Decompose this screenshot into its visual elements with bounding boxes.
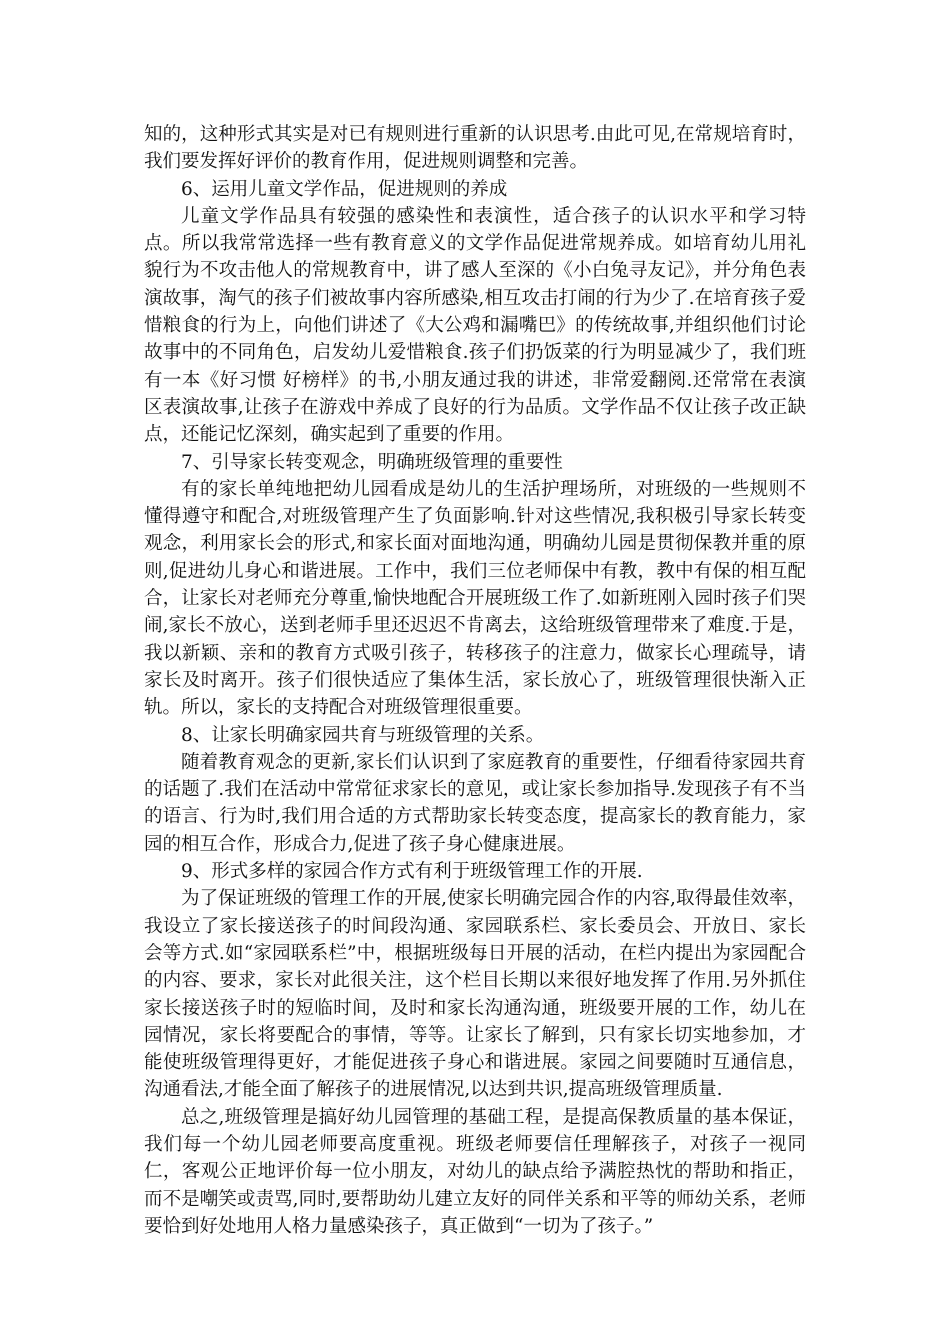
paragraph-home-school: 随着教育观念的更新,家长们认识到了家庭教育的重要性，仔细看待家园共育的话题了.我们在活动中常常征求家长的意见，或让家长参加指导.发现孩子有不当的语言、行为时,我们用合适的方式帮助家长转变态度，提高家长的教育能力，家园的相互合作，形成合力,促进了孩子身心健康进展。	[144, 751, 806, 855]
paragraph-conclusion: 总之,班级管理是搞好幼儿园管理的基础工程，是提高保教质量的基本保证，我们每一个幼儿园老师要高度重视。班级老师要信任理解孩子，对孩子一视同仁，客观公正地评价每一位小朋友，对幼儿的缺点给予满腔热忱的帮助和指正，而不是嘲笑或责骂,同时,要帮助幼儿建立友好的同伴关系和平等的师幼关系，老师要恰到好处地用人格力量感染孩子，真正做到“一切为了孩子。”	[144, 1106, 806, 1237]
paragraph-cooperation: 为了保证班级的管理工作的开展,使家长明确完园合作的内容,取得最佳效率，我设立了家长接送孩子的时间段沟通、家园联系栏、家长委员会、开放日、家长会等方式.如“家园联系栏”中，根据班级每日开展的活动，在栏内提出为家园配合的内容、要求，家长对此很关注，这个栏目长期以来很好地发挥了作用.另外抓住家长接送孩子时的短临时间，及时和家长沟通沟通，班级要开展的工作，幼儿在园情况，家长将要配合的事情，等等。让家长了解到，只有家长切实地参加，才能使班级管理得更好，才能促进孩子身心和谐进展。家园之间要随时互通信息，沟通看法,才能全面了解孩子的进展情况,以达到共识,提高班级管理质量.	[144, 888, 806, 1101]
section-heading-8: 8、让家长明确家园共育与班级管理的关系。	[181, 724, 545, 746]
paragraph-parents-attitude: 有的家长单纯地把幼儿园看成是幼儿的生活护理场所，对班级的一些规则不懂得遵守和配合,对班级管理产生了负面影响.针对这些情况,我积极引导家长转变观念，利用家长会的形式,和家长面对面地沟通，明确幼儿园是贯彻保教并重的原则,促进幼儿身心和谐进展。工作中，我们三位老师保中有教，教中有保的相互配合，让家长对老师充分尊重,愉快地配合开展班级工作了.如新班刚入园时孩子们哭闹,家长不放心，送到老师手里还迟迟不肯离去，这给班级管理带来了难度.于是，我以新颖、亲和的教育方式吸引孩子，转移孩子的注意力，做家长心理疏导，请家长及时离开。孩子们很快适应了集体生活，家长放心了，班级管理很快渐入正轨。所以，家长的支持配合对班级管理很重要。	[144, 478, 806, 719]
document-body	[144, 121, 806, 1240]
section-heading-9: 9、形式多样的家园合作方式有利于班级管理工作的开展.	[181, 861, 643, 883]
paragraph-continuation: 知的，这种形式其实是对已有规则进行重新的认识思考.由此可见,在常规培育时，我们要发挥好评价的教育作用，促进规则调整和完善。	[144, 124, 806, 173]
paragraph-literature: 儿童文学作品具有较强的感染性和表演性，适合孩子的认识水平和学习特点。所以我常常选择一些有教育意义的文学作品促进常规养成。如培育幼儿用礼貌行为不攻击他人的常规教育中，讲了感人至深的《小白兔寻友记》，并分角色表演故事，淘气的孩子们被故事内容所感染,相互攻击打闹的行为少了.在培育孩子爱惜粮食的行为上，向他们讲述了《大公鸡和漏嘴巴》的传统故事,并组织他们讨论故事中的不同角色，启发幼儿爱惜粮食.孩子们扔饭菜的行为明显减少了，我们班有一本《好习惯 好榜样》的书,小朋友通过我的讲述，非常爱翻阅.还常常在表演区表演故事,让孩子在游戏中养成了良好的行为品质。文学作品不仅让孩子改正缺点，还能记忆深刻，确实起到了重要的作用。	[144, 205, 806, 446]
section-heading-6: 6、运用儿童文学作品，促进规则的养成	[181, 178, 508, 200]
section-heading-7: 7、引导家长转变观念，明确班级管理的重要性	[181, 451, 563, 473]
